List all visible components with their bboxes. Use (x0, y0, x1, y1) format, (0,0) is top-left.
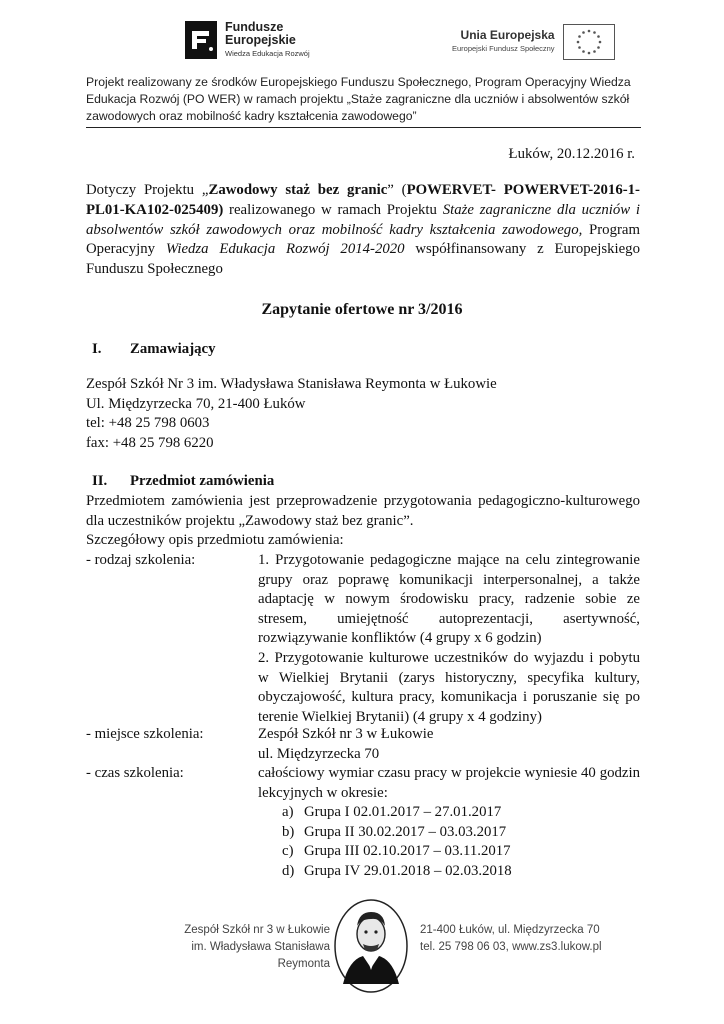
training-place-label: - miejsce szkolenia: (86, 726, 204, 742)
training-type-item-2: 2. Przygotowanie kulturowe uczestników do wyjazdu i pobytu w Wielkiej Brytanii (zarys historyczny, specyfika kultury, obyczajowość, kultura pracy, komunikacja i poruszanie się po terenie Wielkiej Brytanii) (4 grupy x 4 godziny) (258, 649, 640, 725)
eu-logo (452, 22, 615, 62)
reymont-portrait-icon (333, 898, 409, 994)
footer-school-name (150, 922, 330, 973)
project-name: Zawodowy staż bez granic (208, 182, 388, 198)
program-name: Wiedza Edukacja Rozwój 2014-2020 (165, 241, 405, 258)
contracting-party-phone: tel: +48 25 798 0603 (86, 415, 210, 432)
footer-left-line1: Zespół Szkół nr 3 w Łukowie (184, 924, 330, 936)
intro-paragraph: Dotyczy Projektu „Zawodowy staż bez granic” (POWERVET- POWERVET-2016-1-PL01-KA102-025409) realizowanego w ramach Projektu Staże zagraniczne dla uczniów i absolwentów szkół zawodowych oraz mobilność kadry kształcenia zawodowego, Program Operacyjny Wiedza Edukacja Rozwój 2014-2020 współfinansowany z Europejskiego Funduszu Społecznego (86, 182, 640, 278)
contracting-party-fax: fax: +48 25 798 6220 (86, 434, 214, 451)
detail-label: Szczegółowy opis przedmiotu zamówienia: (86, 532, 344, 548)
contracting-party-block (86, 375, 497, 453)
period-item: c) Grupa III 02.10.2017 – 03.11.2017 (282, 843, 511, 860)
subject-paragraph: Przedmiotem zamówienia jest przeprowadzenie przygotowania pedagogiczno-kulturowego dla uczestników projektu „Zawodowy staż bez granic”. (86, 493, 640, 529)
section-1-heading (92, 341, 215, 358)
footer-phone-web: tel. 25 798 06 03, www.zs3.lukow.pl (420, 941, 602, 953)
fe-logo-line1: Fundusze (225, 19, 284, 34)
footer-left-line2: im. Władysława Stanisława Reymonta (191, 941, 330, 970)
training-time-label: - czas szkolenia: (86, 765, 184, 781)
training-time-text: całościowy wymiar czasu pracy w projekcie wyniesie 40 godzin lekcyjnych w okresie: (258, 765, 640, 801)
training-type-label: - rodzaj szkolenia: (86, 552, 196, 568)
section-1-number: I. (92, 341, 102, 357)
period-item: b) Grupa II 30.02.2017 – 03.03.2017 (282, 823, 507, 840)
fe-logo-line2: Europejskie (225, 32, 296, 47)
fe-logo-line3: Wiedza Edukacja Rozwój (225, 48, 310, 58)
fe-star-mark-icon (183, 19, 219, 61)
section-1-title: Zamawiający (130, 341, 216, 357)
training-place-line1: Zespół Szkół nr 3 w Łukowie (258, 726, 434, 742)
contracting-party-name: Zespół Szkół Nr 3 im. Władysława Stanisława Reymonta w Łukowie (86, 376, 497, 392)
place-date: Łuków, 20.12.2016 r. (508, 146, 635, 162)
eu-logo-line1: Unia Europejska (460, 28, 555, 42)
period-item: a) Grupa I 02.01.2017 – 27.01.2017 (282, 804, 502, 821)
project-header-text: Projekt realizowany ze środków Europejskiego Funduszu Społecznego, Program Operacyjny Wiedza Edukacja Rozwój (PO WER) w ramach projektu „Staże zagraniczne dla uczniów i absolwentów szkół zawodowych oraz mobilność kadry kształcenia zawodowego” (86, 75, 631, 123)
footer-contact (420, 922, 620, 956)
section-2-heading (92, 473, 274, 490)
eu-flag-icon (563, 24, 615, 60)
header-divider (86, 127, 641, 128)
training-type-item-1: 1. Przygotowanie pedagogiczne mające na celu zintegrowanie grupy oraz poprawę komunikacji interpersonalnej, a także adaptację w nowym środowisku pracy, radzenie sobie ze stresem, umiejętność autoprezentacji, asertywność, rozwiązywanie konfliktów (4 grupy x 6 godzin) (258, 552, 640, 647)
period-item: d) Grupa IV 29.01.2018 – 02.03.2018 (282, 862, 512, 879)
training-place-line2: ul. Międzyrzecka 70 (258, 745, 380, 762)
section-2-title: Przedmiot zamówienia (130, 473, 275, 489)
section-2-number: II. (92, 473, 108, 489)
eu-logo-line2: Europejski Fundusz Społeczny (452, 44, 555, 53)
contracting-party-address: Ul. Międzyrzecka 70, 21-400 Łuków (86, 395, 306, 412)
fundusze-europejskie-logo (183, 18, 310, 62)
period-list (258, 803, 640, 881)
project-title: Staże zagraniczne dla uczniów i absolwentów szkół zawodowych oraz mobilność kadry kształcenia zawodowego, (86, 201, 640, 238)
document-title: Zapytanie ofertowe nr 3/2016 (261, 301, 463, 318)
footer-address: 21-400 Łuków, ul. Międzyrzecka 70 (420, 924, 600, 936)
project-code: POWERVET- POWERVET-2016-1-PL01-KA102-025409) (86, 182, 640, 218)
